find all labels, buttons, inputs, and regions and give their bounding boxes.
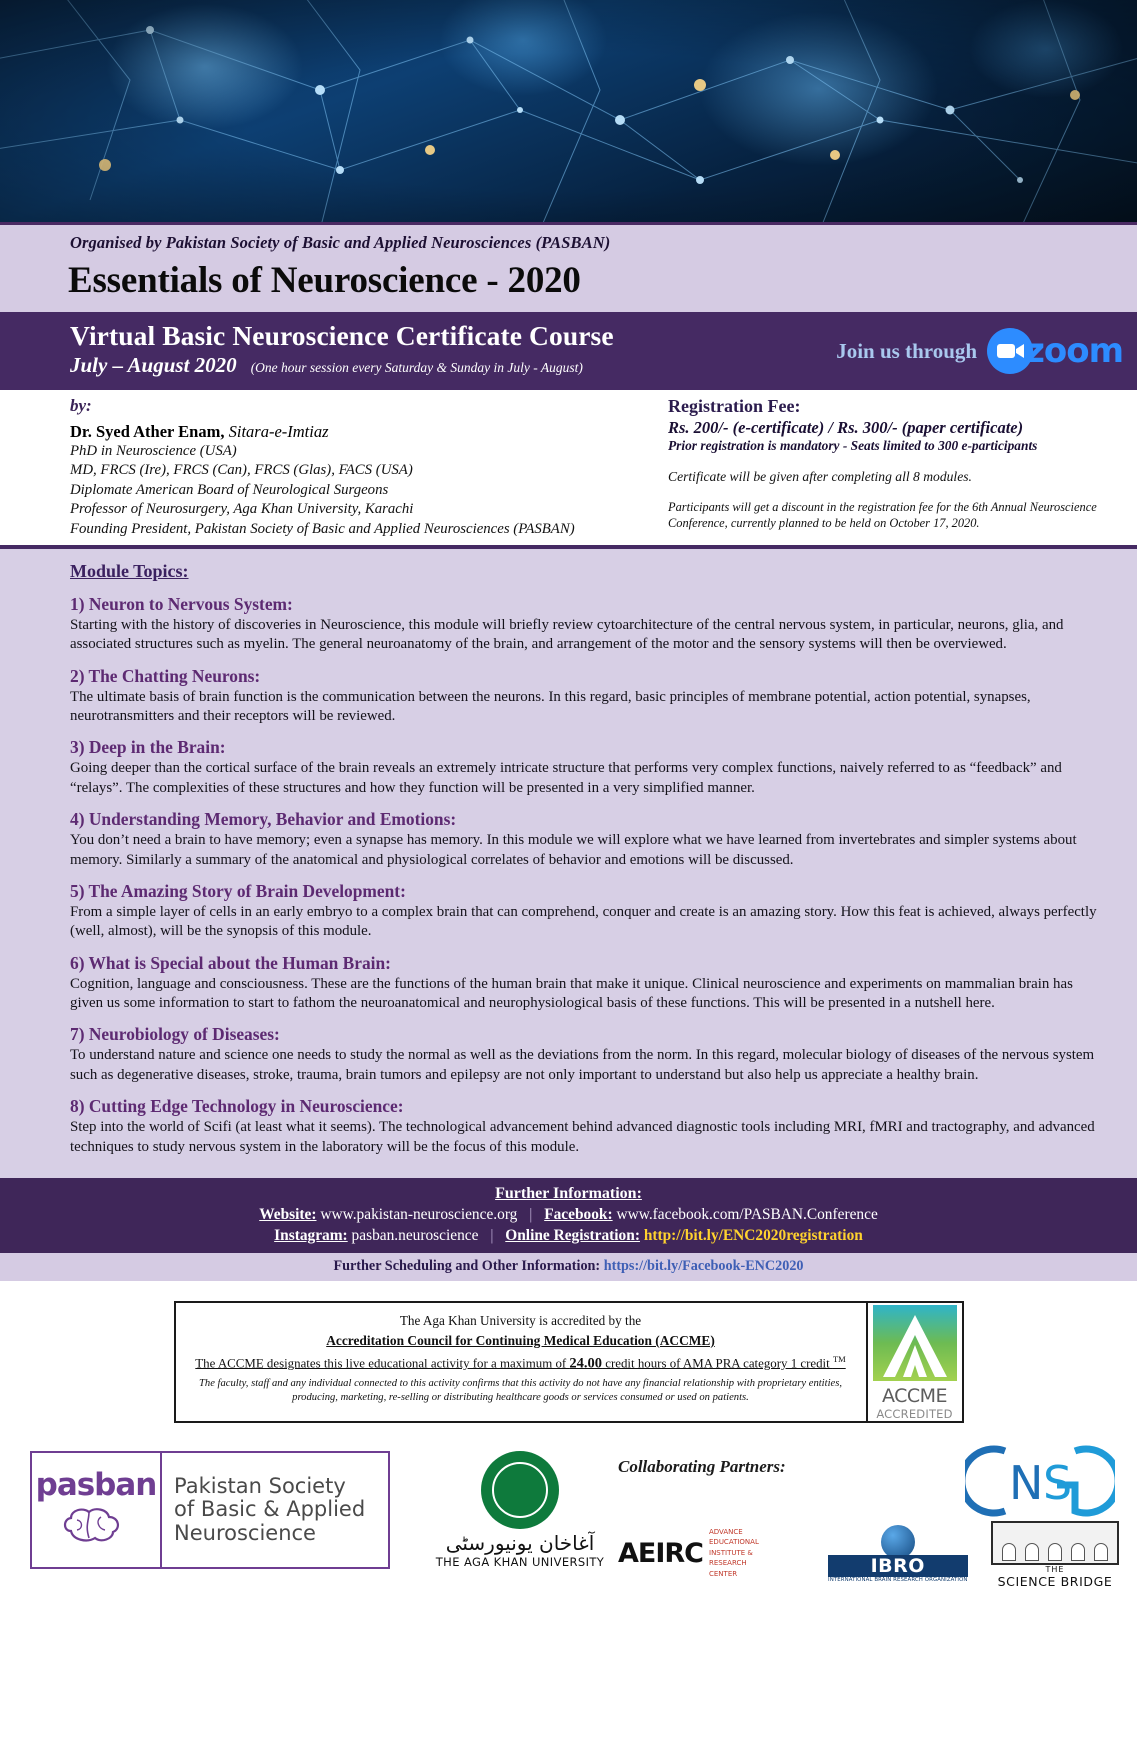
join-us-label: Join us through: [836, 338, 978, 363]
accme-line-1: The Aga Khan University is accredited by the: [399, 1312, 642, 1328]
bridge-arch: [1094, 1543, 1108, 1561]
registration-fee-amounts: Rs. 200/- (e-certificate) / Rs. 300/- (paper certificate): [668, 418, 1024, 437]
aeirc-sub-4: RESEARCH: [709, 1559, 747, 1568]
module-item: [70, 737, 1097, 798]
science-bridge-line-2: SCIENCE BRIDGE: [997, 1573, 1113, 1589]
module-item: [70, 809, 1097, 870]
module-title: 7) Neurobiology of Diseases:: [70, 1024, 280, 1045]
collaborating-partners-label: Collaborating Partners:: [618, 1456, 786, 1476]
accme-line-3-pre: The ACCME designates this live educational activity for a maximum of: [195, 1356, 570, 1371]
module-title: 5) The Amazing Story of Brain Development:: [70, 880, 406, 901]
website-label: Website:: [259, 1205, 317, 1223]
hero-neuron-image: [0, 0, 1137, 222]
module-title: 1) Neuron to Nervous System:: [70, 593, 293, 614]
pasban-name-block: [160, 1453, 365, 1567]
science-bridge-logo: [980, 1521, 1130, 1589]
accme-mark-icon: [873, 1305, 957, 1381]
further-scheduling-link[interactable]: https://bit.ly/Facebook-ENC2020: [603, 1257, 804, 1274]
bridge-arch: [1071, 1543, 1085, 1561]
bridge-arch: [1048, 1543, 1062, 1561]
contact-row-1: [0, 1206, 1137, 1224]
speaker-credential: Founding President, Pakistan Society of Basic and Applied Neurosciences (PASBAN): [70, 520, 575, 537]
separator: |: [529, 1205, 533, 1223]
speaker-credential: Diplomate American Board of Neurological Surgeons: [70, 481, 389, 498]
brain-icon: [59, 1503, 133, 1547]
partners-section: [0, 1429, 1137, 1629]
accme-line-3-post: credit hours of AMA PRA category 1 credit: [602, 1356, 833, 1371]
module-title: 8) Cutting Edge Technology in Neuroscience:: [70, 1096, 404, 1117]
further-information-band: [0, 1178, 1137, 1253]
aku-urdu-name: آغاخان یونیورسٹی: [445, 1530, 595, 1555]
globe-icon: [881, 1525, 915, 1559]
aeirc-wordmark-text: AEIRC: [618, 1537, 703, 1569]
accme-disclosure: The faculty, staff and any individual connected to this activity confirms that this activity do not have any financial relationship with proprietary entities, producing, marketing, re-selling or distributing healthcare goods or services consumed or used on patients.: [199, 1378, 842, 1404]
pasban-wordmark: pasban: [35, 1467, 157, 1504]
module-item: [70, 594, 1097, 655]
pasban-name-line-3: Neuroscience: [174, 1520, 316, 1545]
accme-logo-sub: ACCREDITED: [876, 1406, 953, 1421]
bridge-arch: [1025, 1543, 1039, 1561]
bridge-arch: [1002, 1543, 1016, 1561]
accme-line-3: [188, 1354, 854, 1372]
separator: |: [490, 1226, 494, 1244]
website-value[interactable]: www.pakistan-neuroscience.org: [320, 1205, 518, 1223]
accme-credit-hours: 24.00: [569, 1355, 603, 1372]
instagram-value[interactable]: pasban.neuroscience: [351, 1226, 479, 1244]
aga-khan-university-logo: [430, 1451, 610, 1569]
accme-logo: [866, 1303, 962, 1421]
accme-logo-name: ACCME: [881, 1384, 948, 1407]
contact-row-2: [0, 1227, 1137, 1245]
facebook-label: Facebook:: [544, 1205, 613, 1223]
course-dates-note: (One hour session every Saturday & Sunday in July - August): [250, 360, 583, 375]
registration-mandatory-note: Prior registration is mandatory - Seats limited to 300 e-participants: [668, 438, 1038, 453]
aku-english-name: THE AGA KHAN UNIVERSITY: [435, 1554, 605, 1569]
poster-title-band: [0, 257, 1137, 312]
facebook-value[interactable]: www.facebook.com/PASBAN.Conference: [616, 1205, 878, 1223]
module-title: 6) What is Special about the Human Brain:: [70, 952, 391, 973]
certificate-note: Certificate will be given after completing all 8 modules.: [668, 469, 972, 484]
module-item: [70, 881, 1097, 942]
zoom-join-cluster: [836, 328, 1123, 374]
speaker-credential: Professor of Neurosurgery, Aga Khan University, Karachi: [70, 501, 414, 518]
speaker-credential: MD, FRCS (Ire), FRCS (Can), FRCS (Glas), FACS (USA): [70, 462, 413, 479]
ibro-wordmark: IBRO: [828, 1555, 968, 1577]
organised-by-band: [0, 222, 1137, 257]
accme-peak-icon: [873, 1305, 957, 1381]
online-registration-label: Online Registration:: [505, 1226, 640, 1244]
nsg-logo: [965, 1437, 1115, 1530]
by-label: by:: [70, 396, 92, 415]
science-bridge-line-1: THE: [1045, 1564, 1065, 1574]
svg-text:N: N: [1009, 1455, 1044, 1510]
aeirc-wordmark: [618, 1538, 703, 1569]
course-dates: July – August 2020: [70, 353, 237, 377]
module-body: The ultimate basis of brain function is the communication between the neurons. In this regard, basic principles of membrane potential, action potential, synapses, neurotransmitters and their receptors will be reviewed.: [70, 688, 1031, 724]
aeirc-subtitle: [709, 1527, 759, 1580]
pasban-wordmark-block: [32, 1467, 160, 1552]
ibro-logo: [828, 1525, 968, 1583]
svg-text:S: S: [1043, 1455, 1073, 1510]
ibro-caption: INTERNATIONAL BRAIN RESEARCH ORGANIZATION: [828, 1576, 968, 1583]
nsg-monogram-icon: [965, 1437, 1115, 1525]
module-title: 4) Understanding Memory, Behavior and Emotions:: [70, 809, 457, 830]
module-body: Going deeper than the cortical surface of the brain reveals an extremely intricate structure that performs very complex functions, naively referred to as “feedback” and “relays”. The complexities of these structures and how they function will be presented in a very simplified manner.: [70, 760, 1062, 796]
speaker-and-fee-row: [0, 390, 1137, 549]
discount-note: Participants will get a discount in the registration fee for the 6th Annual Neuroscience Conference, currently planned to be held on October 17, 2020.: [668, 500, 1097, 530]
module-item: [70, 1096, 1097, 1157]
zoom-logo: [987, 328, 1123, 374]
online-registration-link[interactable]: http://bit.ly/ENC2020registration: [643, 1226, 863, 1244]
pasban-name-line-1: Pakistan Society: [174, 1473, 346, 1498]
aeirc-sub-1: ADVANCE: [709, 1527, 743, 1536]
aeirc-sub-3: INSTITUTE &: [709, 1548, 753, 1557]
module-body: Starting with the history of discoveries in Neuroscience, this module will briefly review cytoarchitecture of the central nervous system, in particular, neurons, glia, and associated structures such as myelin. The general neuroanatomy of the brain, and arrangement of the motor and the sensory systems will then be overviewed.: [70, 616, 1064, 653]
zoom-wordmark: zoom: [1025, 331, 1123, 371]
instagram-label: Instagram:: [274, 1226, 348, 1244]
page-title: Essentials of Neuroscience - 2020: [68, 260, 581, 301]
speaker-block: [0, 396, 640, 539]
module-title: 2) The Chatting Neurons:: [70, 665, 261, 686]
aku-seal-icon: [481, 1451, 559, 1529]
course-title: Virtual Basic Neuroscience Certificate Course: [70, 320, 614, 351]
bridge-illustration-icon: [991, 1521, 1119, 1565]
registration-block: [640, 396, 1127, 539]
accme-trademark: TM: [832, 1353, 846, 1364]
module-body: Cognition, language and consciousness. These are the functions of the human brain that make it unique. Clinical neuroscience and experiments on mammalian brain has given us some information to start to fathom the neuroanatomical and neurophysiological basis of these functions. This will be presented in a nutshell here.: [70, 975, 1073, 1011]
module-topics-heading: Module Topics:: [70, 560, 189, 581]
module-topics-section: [0, 549, 1137, 1178]
speaker-honorific: Sitara-e-Imtiaz: [228, 422, 329, 441]
module-item: [70, 1024, 1097, 1085]
registration-fee-title: Registration Fee:: [668, 396, 801, 416]
pasban-name-line-2: of Basic & Applied: [174, 1497, 366, 1522]
hero-vignette: [0, 0, 1137, 222]
module-item: [70, 666, 1097, 727]
further-scheduling-band: [0, 1253, 1137, 1281]
module-body: To understand nature and science one needs to study the normal as well as the deviations from the norm. In this regard, molecular biology of diseases of the nervous system such as degenerative diseases, stroke, trauma, brain tumors and epilepsy are not only important to understand but also help us appreciate a healthy brain.: [70, 1047, 1095, 1083]
module-body: You don’t need a brain to have memory; even a synapse has memory. In this module we will explore what we have learned from invertebrates and simpler systems about memory. Similarly a summary of the anatomical and physiological correlates of behavior and emotions will be discussed.: [70, 832, 1077, 868]
further-scheduling-label: Further Scheduling and Other Information:: [333, 1257, 601, 1274]
organised-by-text: Organised by Pakistan Society of Basic and Applied Neurosciences (PASBAN): [70, 233, 611, 252]
speaker-name: [70, 422, 640, 442]
speaker-credential: PhD in Neuroscience (USA): [70, 443, 237, 459]
accme-text-block: [176, 1303, 866, 1421]
module-body: Step into the world of Scifi (at least what it seems). The technological advancement behind advanced diagnostic tools including MRI, fMRI and tractography, and advanced techniques to study nervous system in the laboratory will be the focus of this module.: [70, 1119, 1095, 1155]
course-band: [0, 312, 1137, 390]
accme-line-2: Accreditation Council for Continuing Medical Education (ACCME): [326, 1332, 715, 1348]
speaker-name-text: Dr. Syed Ather Enam,: [70, 422, 225, 441]
aeirc-sub-5: CENTER: [709, 1569, 738, 1578]
module-body: From a simple layer of cells in an early embryo to a complex brain that can comprehend, conquer and create is an amazing story. How this feat is achieved, always perfectly (well, almost), will be the synopsis of this module.: [70, 903, 1097, 940]
module-title: 3) Deep in the Brain:: [70, 737, 226, 758]
module-item: [70, 953, 1097, 1014]
accme-box: [174, 1301, 964, 1423]
further-information-heading: Further Information:: [495, 1184, 642, 1202]
accreditation-section: [0, 1281, 1137, 1429]
pasban-logo: [30, 1451, 390, 1569]
aku-seal-inner: [492, 1462, 548, 1518]
aeirc-sub-2: EDUCATIONAL: [709, 1538, 759, 1547]
aeirc-logo: [618, 1527, 759, 1580]
